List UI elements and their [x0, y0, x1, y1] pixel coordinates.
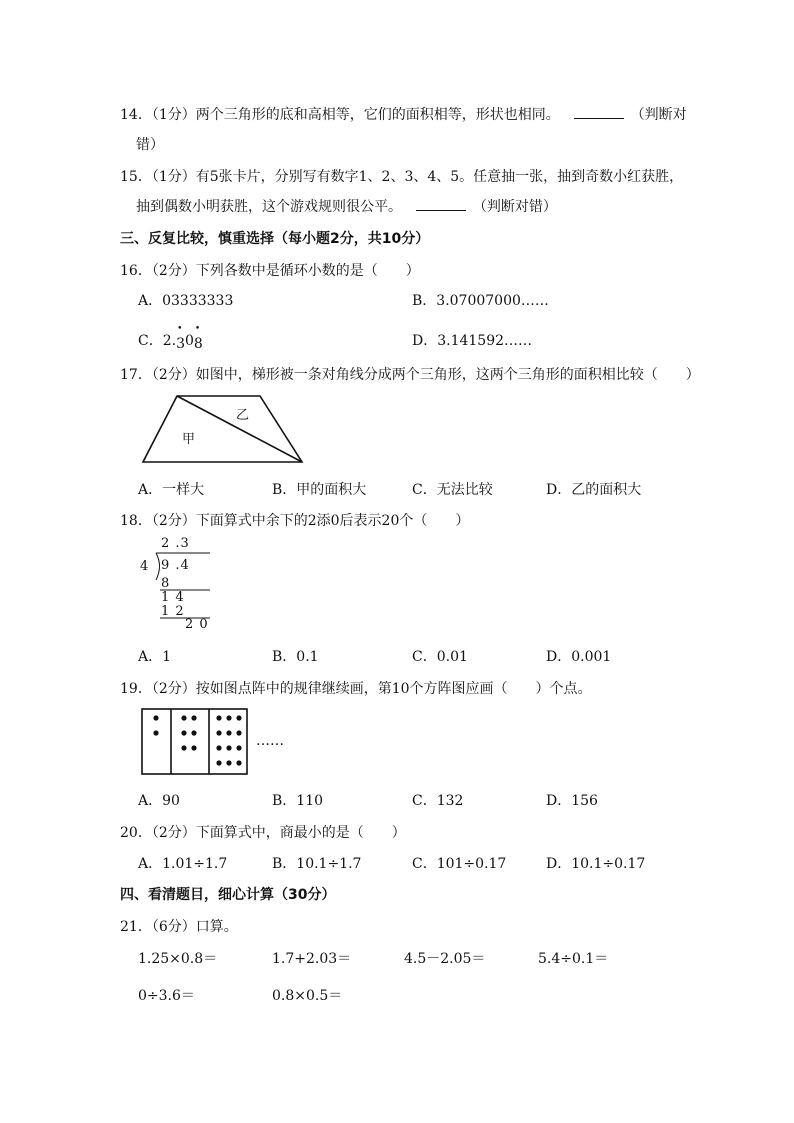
q16-option-d[interactable]: D．3.141592…… [412, 333, 533, 349]
division-step2: 1 4 [161, 590, 185, 605]
dot [216, 715, 221, 720]
q16-c-digit-repeat-start: • 3 [176, 336, 185, 352]
q17-option-a[interactable]: A．一样大 [138, 482, 205, 498]
dot [216, 760, 221, 765]
q16-option-b[interactable]: B．3.07007000…… [412, 293, 549, 309]
label-yi: 乙 [236, 408, 250, 423]
q17-option-d[interactable]: D．乙的面积大 [546, 482, 642, 498]
q21-stem: 21．（6分）口算。 [120, 919, 238, 935]
dot [191, 715, 196, 720]
q18-option-a[interactable]: A．1 [138, 649, 172, 665]
dot [236, 730, 241, 735]
q18-option-c[interactable]: C．0.01 [412, 649, 468, 665]
q18-option-d[interactable]: D．0.001 [546, 649, 612, 665]
dot [226, 715, 231, 720]
mental-calc-item: 1.25×0.8＝ [138, 951, 218, 967]
dot [226, 745, 231, 750]
section-3-heading: 三、反复比较，慎重选择（每小题2分，共10分） [120, 231, 430, 247]
dot [181, 745, 186, 750]
mental-calc-item: 5.4÷0.1＝ [538, 951, 609, 967]
division-quotient: 2 .3 [161, 536, 190, 551]
division-step1: 8 [161, 576, 171, 591]
mental-calc-item: 0.8×0.5＝ [272, 988, 343, 1004]
q15-suffix: （判断对错） [472, 199, 557, 215]
q16-c-digit-mid: 0 [185, 333, 194, 349]
dot [226, 730, 231, 735]
q16-c-prefix: C．2. [138, 333, 177, 349]
dot [226, 760, 231, 765]
q20-option-c[interactable]: C．101÷0.17 [412, 856, 507, 872]
dot [153, 715, 158, 720]
q16-c-digit-repeat-end: • 8 [194, 336, 203, 352]
q19-option-b[interactable]: B．110 [272, 793, 324, 809]
q20-option-d[interactable]: D．10.1÷0.17 [546, 856, 646, 872]
q17-option-b[interactable]: B．甲的面积大 [272, 482, 367, 498]
dot [191, 730, 196, 735]
q18-stem: 18．（2分）下面算式中余下的2添0后表示20个（ ） [120, 513, 470, 529]
dot [181, 715, 186, 720]
q14-text: 14．（1分）两个三角形的底和高相等，它们的面积相等，形状也相同。 [120, 107, 560, 123]
dot [236, 760, 241, 765]
dot [216, 730, 221, 735]
dot [236, 745, 241, 750]
dot [236, 715, 241, 720]
q19-option-d[interactable]: D．156 [546, 793, 598, 809]
label-jia: 甲 [182, 432, 196, 447]
mental-calc-item: 4.5－2.05＝ [404, 951, 486, 967]
q15-text: 抽到偶数小明获胜，这个游戏规则很公平。 [136, 199, 402, 215]
q19-option-c[interactable]: C．132 [412, 793, 464, 809]
division-divisor: 4 [140, 559, 150, 574]
dot [181, 730, 186, 735]
q20-option-a[interactable]: A．1.01÷1.7 [138, 856, 228, 872]
q16-stem: 16．（2分）下列各数中是循环小数的是（ ） [120, 263, 420, 279]
q16-option-a[interactable]: A．03333333 [138, 293, 234, 309]
q18-option-b[interactable]: B．0.1 [272, 649, 319, 665]
mental-calc-item: 0÷3.6＝ [138, 988, 195, 1004]
section-4-heading: 四、看清题目，细心计算（30分） [120, 887, 336, 903]
division-step3: 1 2 [161, 604, 185, 619]
q19-option-a[interactable]: A．90 [138, 793, 180, 809]
division-dividend: 9 .4 [161, 558, 190, 573]
q17-stem: 17．（2分）如图中，梯形被一条对角线分成两个三角形，这两个三角形的面积相比较（ ） [120, 367, 700, 383]
q14-line2: 错） [136, 137, 164, 153]
division-remainder: 2 0 [185, 617, 209, 632]
mental-calc-item: 1.7+2.03＝ [272, 951, 352, 967]
q19-stem: 19．（2分）按如图点阵中的规律继续画，第10个方阵图应画（ ）个点。 [120, 681, 592, 697]
dot [216, 745, 221, 750]
dot [153, 730, 158, 735]
dot [191, 745, 196, 750]
q17-option-c[interactable]: C．无法比较 [412, 482, 493, 498]
q20-option-b[interactable]: B．10.1÷1.7 [272, 856, 362, 872]
q14-suffix: （判断对 [630, 107, 687, 123]
dot-array-ellipsis: …… [256, 733, 284, 749]
q20-stem: 20．（2分）下面算式中，商最小的是（ ） [120, 825, 406, 841]
q15-line1: 15．（1分）有5张卡片，分别写有数字1、2、3、4、5。任意抽一张，抽到奇数小红获胜， [120, 169, 684, 185]
